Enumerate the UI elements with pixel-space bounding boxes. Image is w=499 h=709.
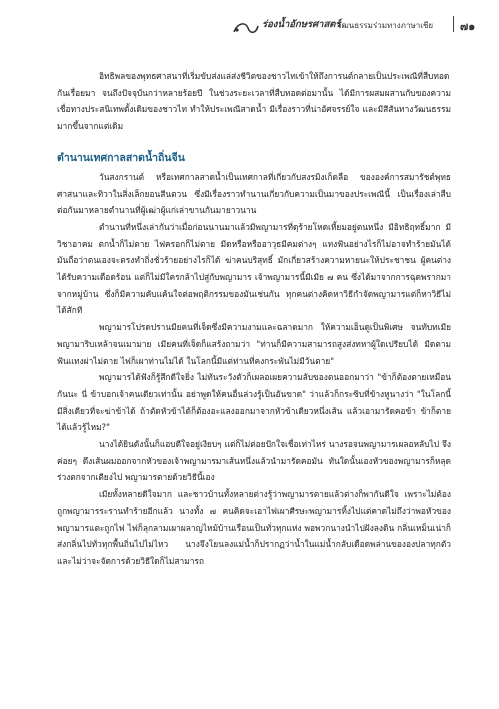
paragraph-intro: อิทธิพลของพุทธศาสนาที่เริ่มขับส่งแล่ส่งชีวิตของชาวไทเข้าให้ถึงการนต์กลายเป็นประเพณีที่สืบทอดกันเรื่อยมา จนถึงปัจจุบันกว่าหลายร้อยปี ในช่วงระยะเวลาที่สืบทอดต่อมานั้น ได้มีการผสมผสานกับของความเชื่อทางประสนิเทพดั้งเดิมของชาวไท ทำให้ประเพณีสาดน้ำ มีเรื่องราวที่น่าอัศจรรย์ใจ และมีสีสันทางวัฒนธรรมมากขึ้นจากแต่เดิม [57,71,451,132]
paragraph: เมียทั้งหลายดีใจมาก และชาวบ้านทั้งหลายต่างรู้ว่าพญามารตายแล้วต่างก็พากันดีใจ เพราะไม่ต้องถูกพญามารระรานทำร้ายอีกแล้ว นางทั้ง ๗ คนคิดจะเอาไฟเผาศีรษะพญามารทิ้งไปแต่คาดไม่ถึงว่าพอหัวของพญามารแตะถูกไฟ ไฟก็ลุกลามเผาผลาญไหม้บ้านเรือนเป็นทั่วทุกแห่ง พอพวกนางนำไปฝังลงดิน กลิ่นเหม็นเน่าก็ส่งกลิ่นไปทั่วทุกพื้นถิ่นไปไม่ไหว นางจึงโยนลงแม่น้ำก็ปรากฏว่าน้ำในแม่น้ำกลับเดือดพล่านขององปลาทุกตัว และไม่ว่าจะจัดการด้วยวิธีใดก็ไม่สามารถ [57,489,451,566]
spacer [57,135,451,143]
header-title: ร่องน้ำอักษรศาสตร์ [262,19,341,30]
main-content [57,68,451,570]
paragraph: พญามารได้ฟังก็รู้สึกดีใจยิ่ง ไม่ทันระวังตัวก็เผลอเผยความลับของตนออกมาว่า "ข้าก็ต้องตายเหมือนกันนะ นี่ ข้าบอกเจ้าคนเดียวเท่านั้น อย่าพูดให้คนอื่นล่วงรู้เป็นอันขาด" ว่าแล้วก็กระซิบที่ข้างหูนางว่า "ในโลกนี้มีสิ่งเดียวที่จะฆ่าข้าได้ ถ้าตัดหัวข้าได้ก็ต้องอะแลงออกมาจากหัวข้าเดียวหนึ่งเส้น แล้วเอามารัดคอข้า ข้าก็ตายได้แล้วรู้ไหม?" [57,372,451,433]
paragraph: นางได้ยินดังนั้นก็แอบดีใจอยู่เงียบๆ แต่ก็ไม่ต่อยปักใจเชื่อเท่าไหร่ นางรอจนพญามารเผลอหลับไป จึงค่อยๆ ดึงเส้นผมออกจากหัวของเจ้าพญามารมาเส้นหนึ่งแล้วนำมารัดคอมัน ทันใดนั้นเองหัวของพญามารก็หลุดร่วงตกจากเตียงไป พญามารตายด้วยวิธีนี้เอง [57,439,451,483]
header-divider [453,16,454,32]
paragraph: ตำนานที่หนึ่งเล่ากันว่าเมื่อก่อนนานมาแล้วมีพญามารที่ดุร้ายโหดเหี้ยมอยู่ตนหนึ่ง มีอิทธิฤทธิ์มาก มีวิชาอาคม ตกน้ำก็ไม่ตาย ไฟครอกก็ไม่ตาย มีดหรือหรืออาวุธมีคมต่างๆ แทงฟันอย่างไรก็ไม่อาจทำร้ายมันได้ มันถือว่าตนเองจะตรงทำถิ่งชั่วร้ายอย่างไรก็ได้ ฆ่าคนบริสุทธิ์ มักเกี่ยวสร้างความหายนะให้ประชาชน ผู้คนต่างได้รับความเดือดร้อน แต่ก็ไม่มีใครกล้าไปสู่กับพญามาร เจ้าพญามารนี้มีเมีย ๗ คน ซึ่งได้มาจากการฉุดพรากมาจากหมู่บ้าน ซึ่งก็มีความคับแค้นใจต่อพฤติกรรมของมันเช่นกัน ทุกคนต่างคิดหาวิธีกำจัดพญามารแต่ก็หาวิธีไม่ได้สักที [57,221,451,316]
page-number: ๗๑ [460,20,476,33]
paragraph: วันสงกรานต์ หรือเทศกาลสาดน้ำเป็นเทศกาลที่เกี่ยวกับสงรมิงเก็ดลือ ขององค์การสมารัชต์พุทธศาสนาและทิวาในสิ่งเล็กยอนสีนตวน ซึ่งมีเรื่องราวทำนานเกี่ยวกับความเป็นมาของประเพณีนี้ เป็นเรื่องเล่าสืบต่อกันมาหลายตำนานที่ผู้เฒ่าผู้แก่เล่าขานกันมายาวนาน [57,171,451,216]
paragraph: พญามารโปรดปรานมียคนที่เจ็ดซึ่งมีความงามและฉลาดมาก ให้ความเอ็นดูเป็นพิเศษ จนทับทเมียพญามาริบเหล้าจนเมามาย เมียคนที่เจ็ดก็แสร้งถามว่า "ท่านก็มีความสามารถสูงส่งทหาผู้ใดเปรียบได้ มีดตามฟันแทงผ่าไม่ตาย ไฟก็เผาท่านไม่ได้ ในโลกนี้มีแต่ท่านที่คงกระพันไม่มีวันตาย" [57,322,451,366]
flourish-icon [232,20,260,36]
header-subtitle: วัฒนธรรมร่วมทางภาษาเชีย [337,21,434,30]
section-heading: ตำนานเทศกาลสาดน้ำถิ่นจีน [57,151,185,164]
page-header [14,16,485,38]
